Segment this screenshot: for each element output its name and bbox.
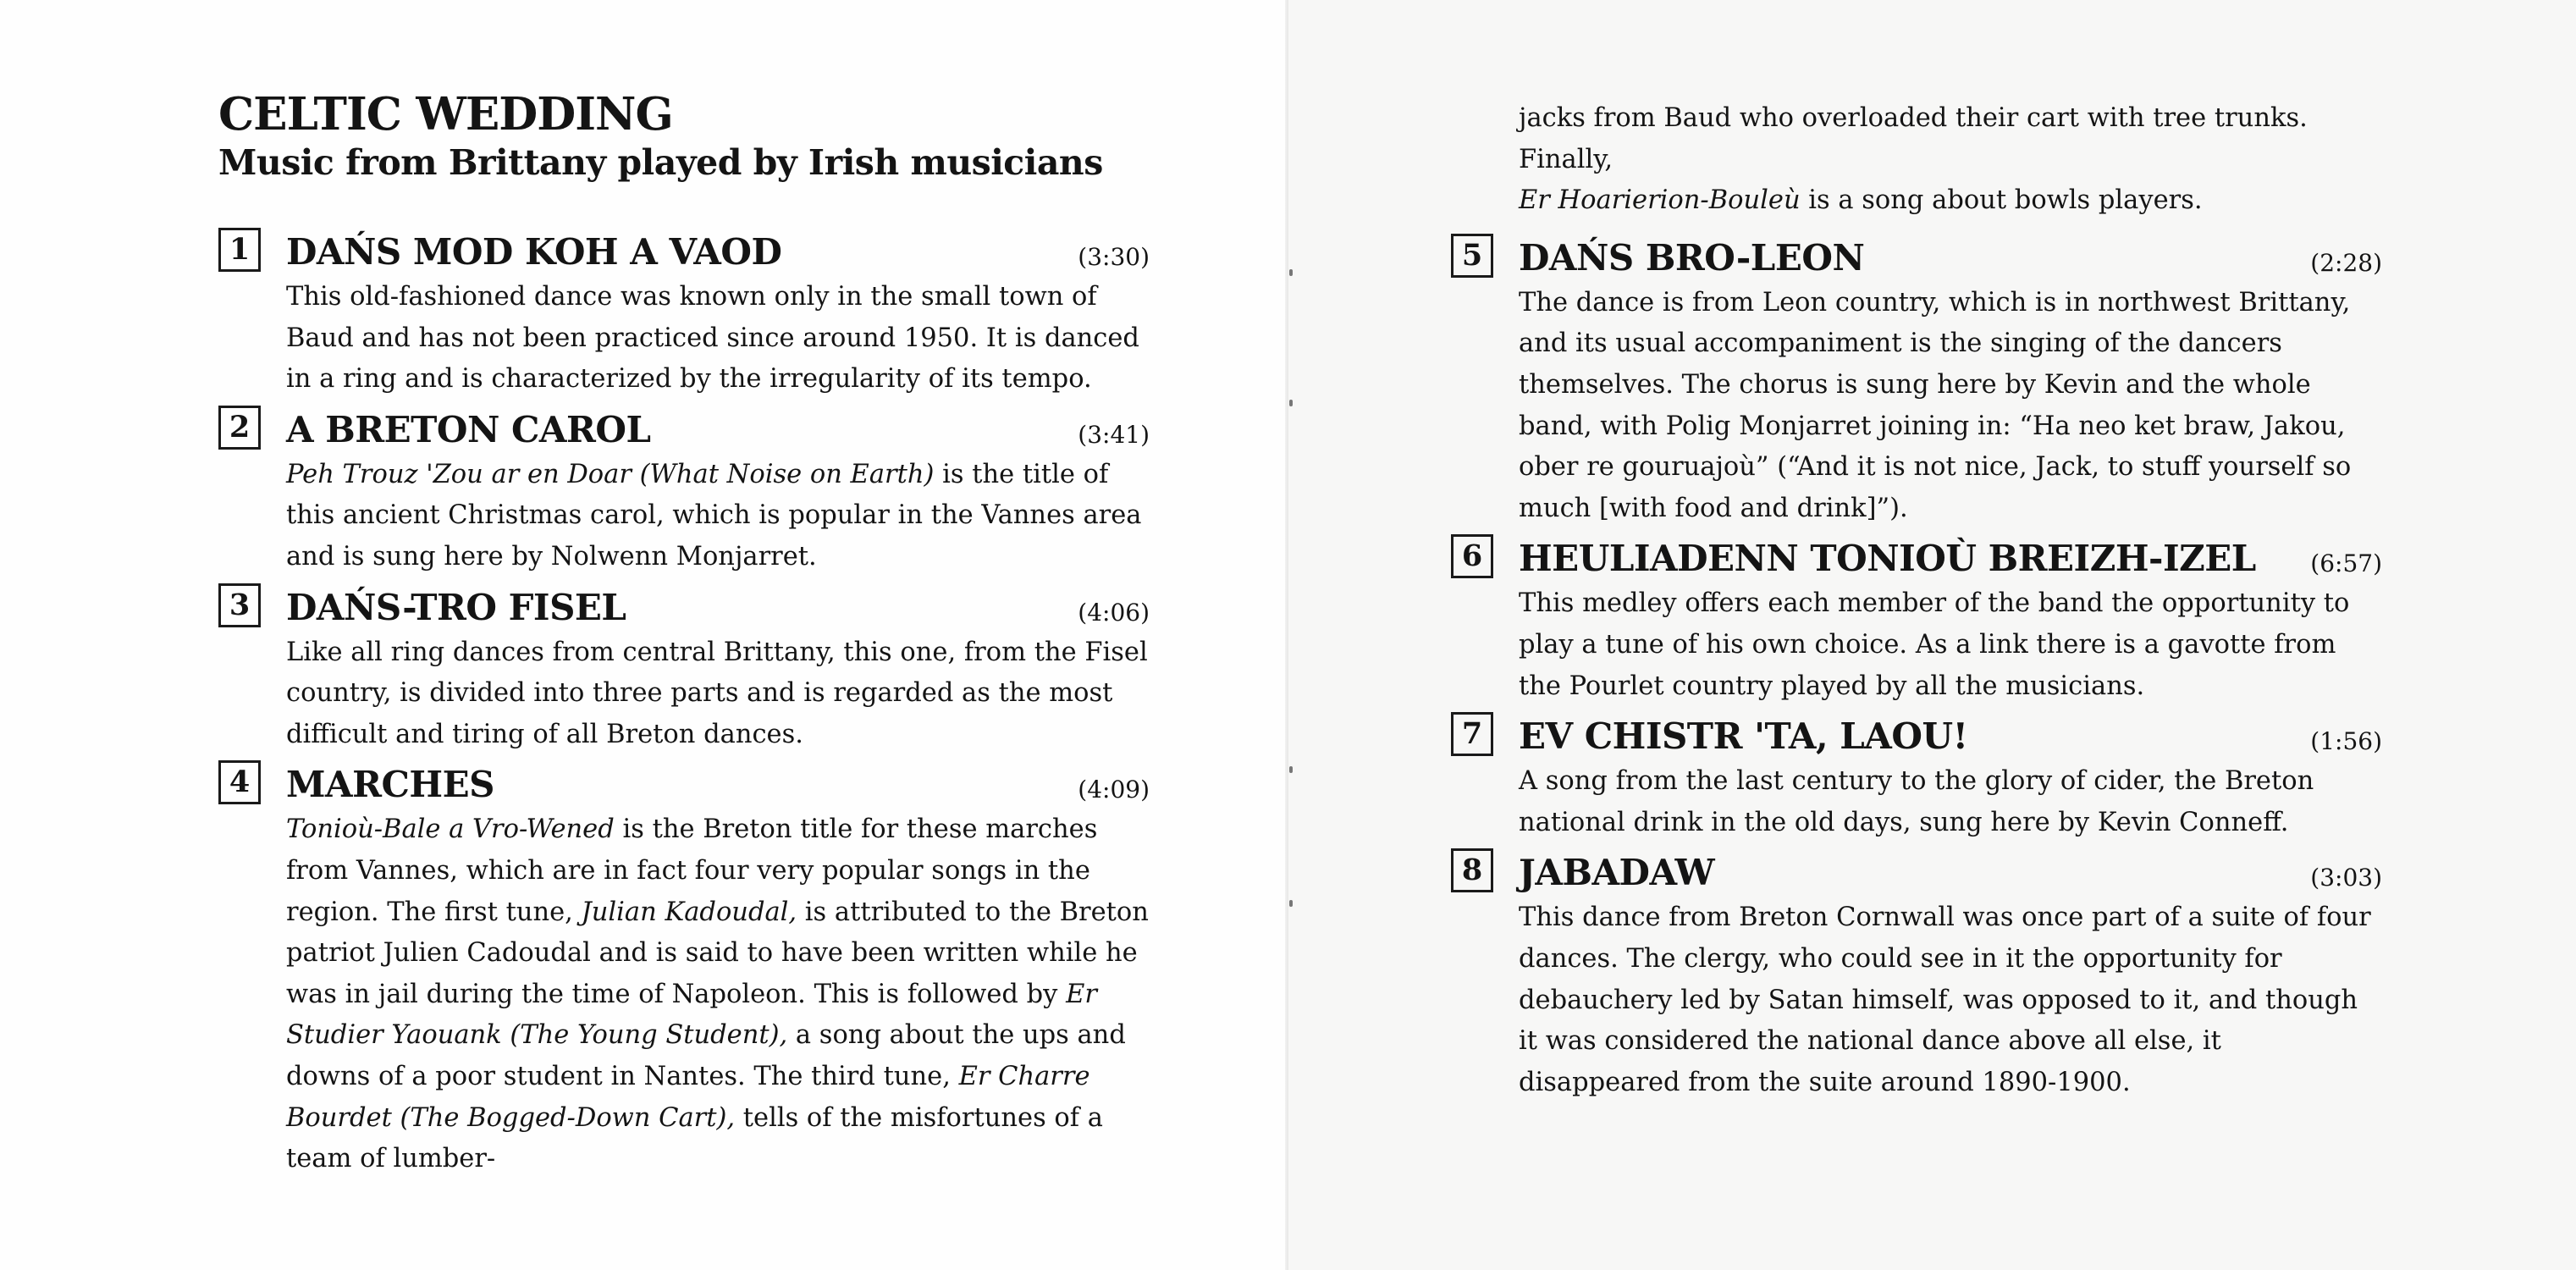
track-title: A BRETON CAROL <box>286 408 651 450</box>
track-duration: (4:06) <box>1078 598 1150 627</box>
track-number: 4 <box>218 760 261 804</box>
track-number: 5 <box>1451 234 1493 278</box>
description-text: tells of the misfortunes of a team of lumber- <box>286 1102 1103 1174</box>
description-text: a song about the ups and downs of a poor student in Nantes. The third tune, <box>286 1020 1126 1091</box>
track-duration: (3:41) <box>1078 420 1150 449</box>
track-description <box>286 455 1150 578</box>
track-duration: (2:28) <box>2310 248 2382 277</box>
track-duration: (3:30) <box>1078 243 1150 271</box>
continued-line: jacks from Baud who overloaded their cart with tree trunks. Finally, <box>1519 103 2308 174</box>
track-7 <box>1451 709 2382 843</box>
song-title-italic: Peh Trouz 'Zou ar en Doar (What Noise on Earth) <box>286 459 935 489</box>
track-description: This medley offers each member of the band the opportunity to play a tune of his own choice. As a link there is a gavotte from the Pourlet country played by all the musicians. <box>1519 588 2350 701</box>
left-column <box>218 224 1150 1182</box>
song-title-italic: Julian Kadoudal, <box>581 897 797 927</box>
track-title: EV CHISTR 'TA, LAOU! <box>1519 715 1968 758</box>
page-subtitle: Music from Brittany played by Irish musicians <box>218 142 1103 183</box>
track-3 <box>218 580 1150 756</box>
description-text: is attributed to the Breton patriot Julien Cadoudal and is said to have been written while he was in jail during the time of Napoleon. This is followed by <box>286 897 1149 1009</box>
scan-mark <box>1289 400 1293 406</box>
track-title: MARCHES <box>286 764 494 806</box>
track-8 <box>1451 845 2382 1103</box>
track-number: 6 <box>1451 534 1493 578</box>
page-title: CELTIC WEDDING <box>218 88 673 141</box>
continued-text <box>1519 98 2382 222</box>
track-title: DAŃS-TRO FISEL <box>286 586 626 628</box>
track-description: This old-fashioned dance was known only in the small town of Baud and has not been practiced since around 1950. It is danced in a ring and is characterized by the irregularity of its tempo. <box>286 282 1139 395</box>
track-description: This dance from Breton Cornwall was once part of a suite of four dances. The clergy, who could see in it the opportunity for debauchery led by Satan himself, was opposed to it, and though it was considered the national dance above all else, it disappeared from the suite around 1890-1900. <box>1519 903 2371 1097</box>
track-description: The dance is from Leon country, which is in northwest Brittany, and its usual accompaniment is the singing of the dancers themselves. The chorus is sung here by Kevin and the whole band, with Polig Monjarret joining in: “Ha neo ket braw, Jakou, ober re gouruajoù” (“And it is not nice, Jack, to stuff yourself so much [with food and drink]”). <box>1519 287 2352 523</box>
track-title: DAŃS BRO-LEON <box>1519 236 1865 279</box>
scan-mark <box>1289 766 1293 773</box>
track-number: 1 <box>218 228 261 272</box>
track-duration: (6:57) <box>2310 549 2382 578</box>
track-2 <box>218 402 1150 578</box>
track-4 <box>218 757 1150 1179</box>
song-title-italic: Er Charre Bourdet (The Bogged-Down Cart), <box>286 1061 1090 1133</box>
track-number: 7 <box>1451 712 1493 756</box>
description-text: is the title of this ancient Christmas carol, which is popular in the Vannes area and is sung here by Nolwenn Monjarret. <box>286 459 1142 572</box>
continued-line-end: is a song about bowls players. <box>1800 185 2203 216</box>
scan-mark <box>1289 269 1293 276</box>
track-5 <box>1451 230 2382 530</box>
track-title: JABADAW <box>1519 852 1715 894</box>
track-6 <box>1451 531 2382 707</box>
track-duration: (1:56) <box>2310 727 2382 756</box>
track-1 <box>218 224 1150 400</box>
song-title-italic: Er Studier Yaouank (The Young Student), <box>286 979 1097 1051</box>
track-title: HEULIADENN TONIOÙ BREIZH-IZEL <box>1519 538 2256 580</box>
track-number: 8 <box>1451 848 1493 892</box>
track-duration: (3:03) <box>2310 864 2382 892</box>
right-column <box>1451 98 2382 1105</box>
song-title-italic: Tonioù-Bale a Vro-Wened <box>286 814 615 845</box>
track-description <box>286 809 1150 1179</box>
track-duration: (4:09) <box>1078 776 1150 804</box>
track-title: DAŃS MOD KOH A VAOD <box>286 231 782 273</box>
scan-mark <box>1289 900 1293 907</box>
header <box>218 88 1103 185</box>
track-description: A song from the last century to the glory of cider, the Breton national drink in the old days, sung here by Kevin Conneff. <box>1519 766 2314 837</box>
song-title-italic: Er Hoarierion-Bouleù <box>1519 185 1801 216</box>
track-number: 3 <box>218 583 261 627</box>
track-description: Like all ring dances from central Brittany, this one, from the Fisel country, is divided into three parts and is regarded as the most difficult and tiring of all Breton dances. <box>286 637 1148 749</box>
description-text: is the Breton title for these marches from Vannes, which are in fact four very popular songs in the region. The first tune, <box>286 814 1098 927</box>
track-number: 2 <box>218 406 261 450</box>
